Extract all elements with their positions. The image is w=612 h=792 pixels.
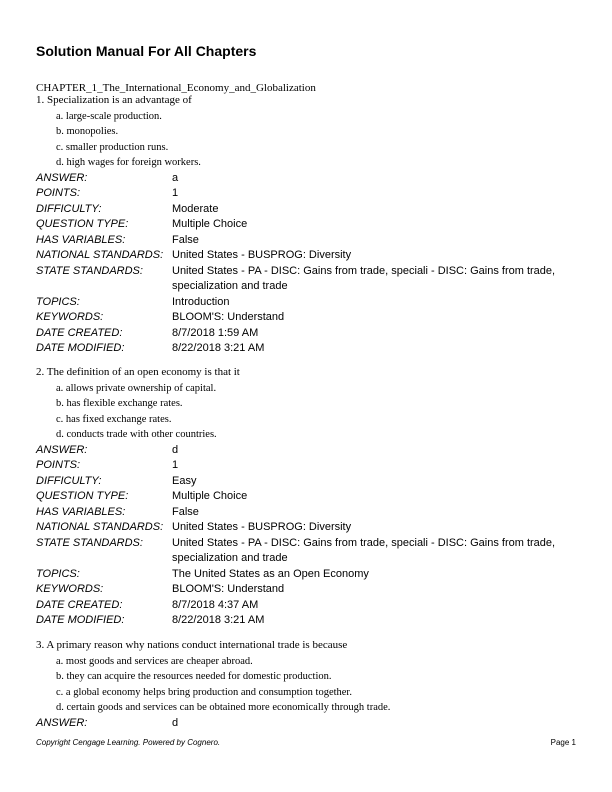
question-block	[36, 365, 576, 629]
meta-label: DATE CREATED:	[36, 326, 123, 339]
meta-row	[36, 264, 576, 295]
meta-label: POINTS:	[36, 187, 81, 199]
meta-value: BLOOM'S: Understand	[172, 583, 285, 595]
answer-option: d. high wages for foreign workers.	[56, 157, 201, 168]
meta-value: United States - BUSPROG: Diversity	[172, 521, 352, 533]
question-text: 1. Specialization is an advantage of	[36, 94, 192, 106]
meta-value: a	[172, 171, 179, 184]
meta-row	[36, 474, 576, 490]
meta-value: 8/22/2018 3:21 AM	[172, 342, 265, 354]
meta-label: TOPICS:	[36, 567, 80, 580]
meta-row	[36, 248, 576, 264]
meta-row	[36, 341, 576, 357]
question-text: 3. A primary reason why nations conduct international trade is because	[36, 639, 348, 651]
meta-value: Multiple Choice	[172, 218, 248, 230]
meta-value: False	[172, 233, 199, 246]
meta-label: KEYWORDS:	[36, 583, 104, 595]
meta-label: ANSWER:	[36, 443, 88, 456]
answer-option: d. conducts trade with other countries.	[56, 429, 217, 440]
meta-value: 1	[172, 187, 179, 199]
meta-value: 8/22/2018 3:21 AM	[172, 614, 265, 626]
meta-row	[36, 716, 576, 732]
meta-row	[36, 443, 576, 459]
meta-value: Moderate	[172, 202, 219, 215]
answer-option: a. large-scale production.	[56, 110, 162, 122]
meta-label: ANSWER:	[36, 171, 88, 184]
meta-row	[36, 489, 576, 505]
meta-value: 1	[172, 459, 179, 471]
meta-value: United States - PA - DISC: Gains from trade, speciali - DISC: Gains from trade, specialization and trade	[172, 264, 556, 292]
meta-row	[36, 233, 576, 249]
page-title: Solution Manual For All Chapters	[36, 43, 257, 59]
meta-value: United States - BUSPROG: Diversity	[172, 249, 352, 261]
meta-label: DATE MODIFIED:	[36, 614, 125, 626]
meta-label: QUESTION TYPE:	[36, 218, 129, 230]
meta-row	[36, 458, 576, 474]
footer-copyright: Copyright Cengage Learning. Powered by Cognero.	[36, 738, 221, 747]
meta-value: The United States as an Open Economy	[172, 567, 369, 580]
meta-label: DATE MODIFIED:	[36, 342, 125, 354]
meta-label: NATIONAL STANDARDS:	[36, 249, 164, 261]
meta-label: DATE CREATED:	[36, 598, 123, 611]
meta-row	[36, 217, 576, 233]
meta-value: 8/7/2018 1:59 AM	[172, 326, 259, 339]
meta-label: TOPICS:	[36, 295, 80, 308]
meta-value: d	[172, 443, 179, 456]
meta-row	[36, 202, 576, 218]
meta-label: DIFFICULTY:	[36, 474, 102, 487]
meta-row	[36, 295, 576, 311]
meta-value: False	[172, 505, 199, 518]
meta-row	[36, 582, 576, 598]
meta-value: Introduction	[172, 295, 230, 308]
meta-value: Easy	[172, 474, 197, 487]
meta-value: Multiple Choice	[172, 490, 248, 502]
answer-option: d. certain goods and services can be obtained more economically through trade.	[56, 702, 391, 713]
meta-label: POINTS:	[36, 459, 81, 471]
meta-label: NATIONAL STANDARDS:	[36, 521, 164, 533]
meta-row	[36, 567, 576, 583]
meta-label: DIFFICULTY:	[36, 202, 102, 215]
meta-row	[36, 505, 576, 521]
meta-row	[36, 520, 576, 536]
meta-label: HAS VARIABLES:	[36, 233, 126, 246]
question-block	[36, 93, 576, 357]
meta-value: 8/7/2018 4:37 AM	[172, 598, 259, 611]
meta-label: KEYWORDS:	[36, 311, 104, 323]
meta-row	[36, 613, 576, 629]
answer-option: b. monopolies.	[56, 126, 119, 137]
answer-option: a. allows private ownership of capital.	[56, 382, 217, 394]
answer-option: b. has flexible exchange rates.	[56, 398, 183, 409]
meta-label: HAS VARIABLES:	[36, 505, 126, 518]
meta-value: BLOOM'S: Understand	[172, 311, 285, 323]
answer-option: c. a global economy helps bring production and consumption together.	[56, 686, 352, 698]
chapter-heading: CHAPTER_1_The_International_Economy_and_Globalization	[36, 82, 316, 94]
meta-value: d	[172, 716, 179, 729]
answer-option: c. has fixed exchange rates.	[56, 413, 172, 425]
question-block	[36, 638, 576, 731]
question-text: 2. The definition of an open economy is that it	[36, 366, 240, 378]
answer-option: a. most goods and services are cheaper abroad.	[56, 655, 253, 667]
meta-label: QUESTION TYPE:	[36, 490, 129, 502]
meta-label: ANSWER:	[36, 716, 88, 729]
meta-label: STATE STANDARDS:	[36, 264, 143, 277]
meta-row	[36, 598, 576, 614]
meta-row	[36, 171, 576, 187]
meta-row	[36, 186, 576, 202]
answer-option: c. smaller production runs.	[56, 141, 169, 153]
meta-label: STATE STANDARDS:	[36, 536, 143, 549]
meta-row	[36, 536, 576, 567]
meta-row	[36, 310, 576, 326]
answer-option: b. they can acquire the resources needed for domestic production.	[56, 671, 332, 682]
meta-value: United States - PA - DISC: Gains from trade, speciali - DISC: Gains from trade, specialization and trade	[172, 536, 556, 564]
meta-row	[36, 326, 576, 342]
footer-page-number: Page 1	[550, 738, 576, 747]
